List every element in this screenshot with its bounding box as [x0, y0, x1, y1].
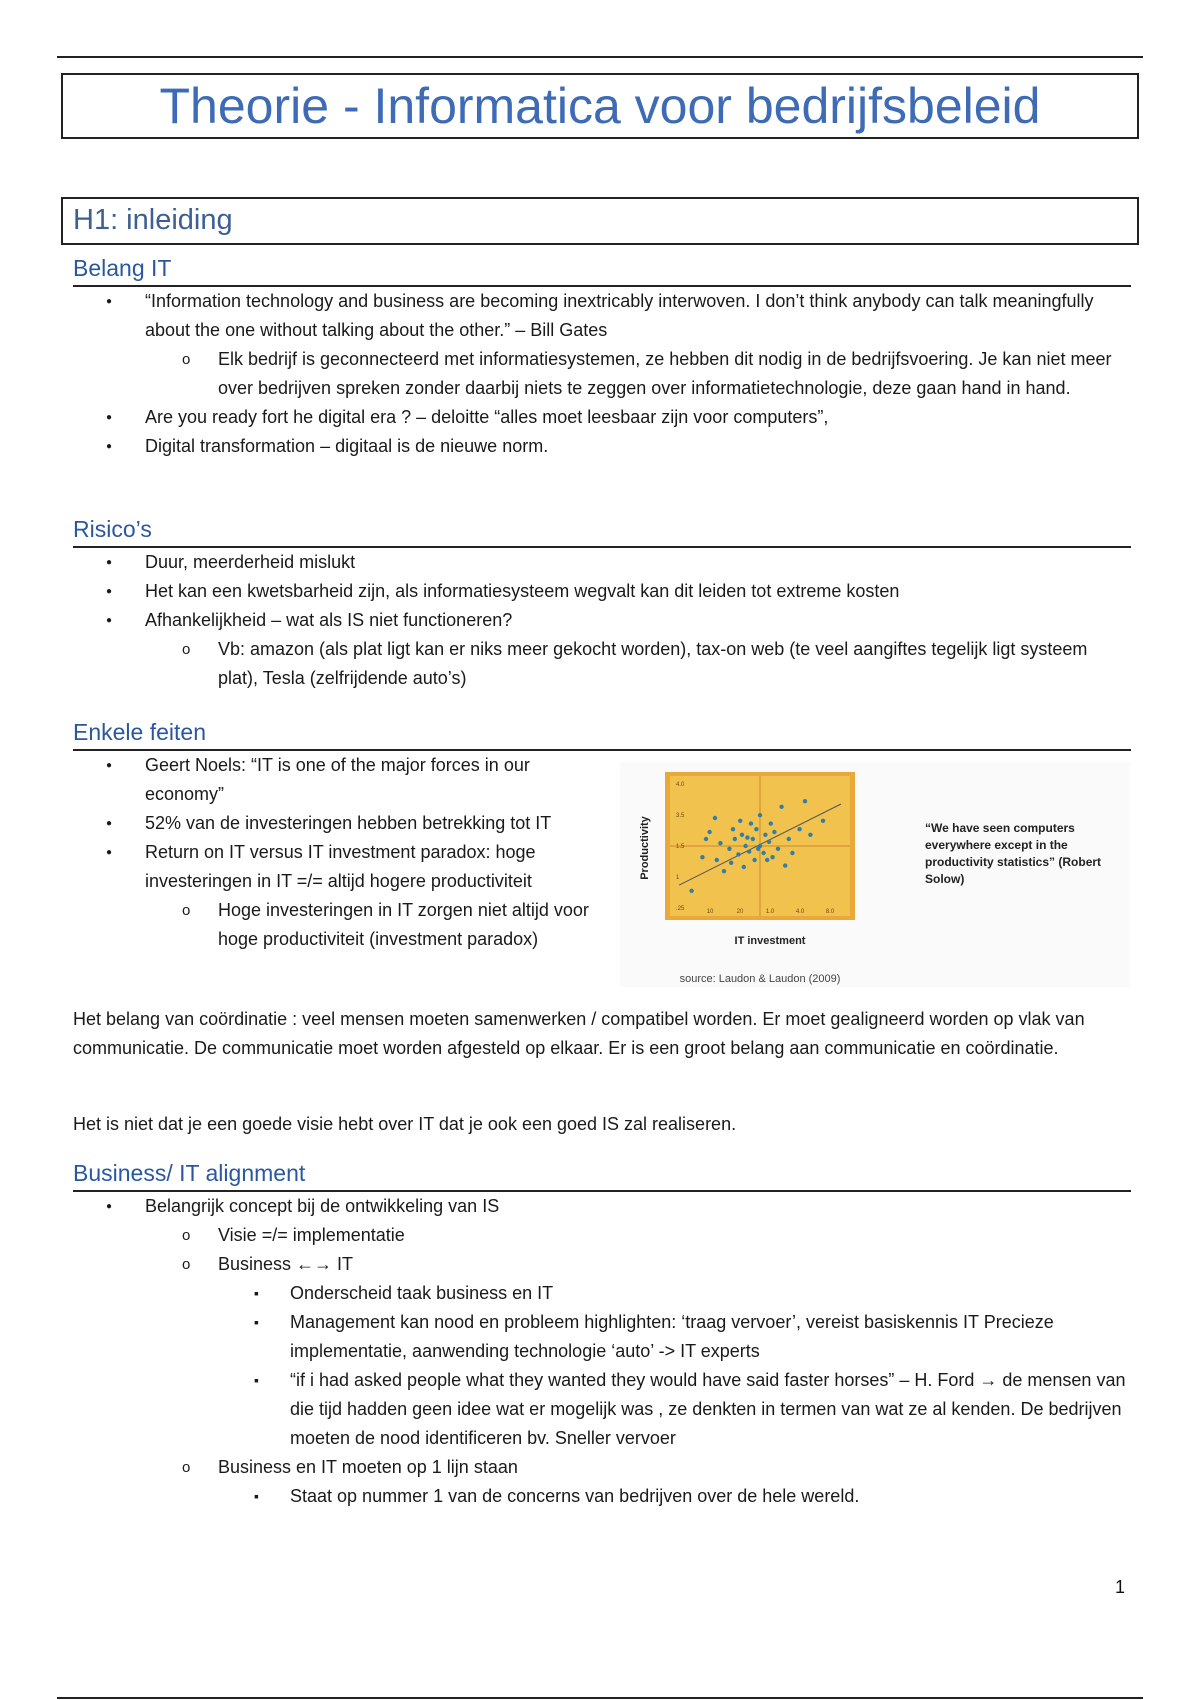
figure-source: source: Laudon & Laudon (2009)	[679, 973, 841, 985]
list-item: o Business ←→ IT	[73, 1250, 1131, 1279]
section-heading: Belang IT	[73, 253, 1131, 287]
section-heading: Risico’s	[73, 514, 1131, 548]
chapter-heading: H1: inleiding	[73, 204, 233, 236]
document-title: Theorie - Informatica voor bedrijfsbeleid	[159, 78, 1041, 134]
x-axis-label: IT investment	[734, 935, 806, 947]
list-item: o Elk bedrijf is geconnecteerd met informatiesystemen, ze hebben dit nodig in de bedrijfsvoering. Je kan niet meer over bedrijven spreken zonder daarbij niets te zeggen over informatietechnologie, deze gaan hand in hand.	[73, 345, 1131, 403]
data-point	[718, 841, 722, 845]
data-point	[776, 847, 780, 851]
data-point	[700, 855, 704, 859]
bullet-list	[73, 548, 1131, 693]
bullet-list	[73, 1192, 1131, 1511]
data-point	[689, 889, 693, 893]
paragraph-coordinatie: Het belang van coördinatie : veel mensen moeten samenwerken / compatibel worden. Er moet gealigneerd worden op vlak van communicatie. De communicatie moet worden afgesteld op elkaar. Er is een groot belang aan communicatie en coördinatie.	[73, 1009, 1085, 1058]
data-point	[736, 852, 740, 856]
y-tick-label: 1.5	[676, 844, 685, 850]
data-point	[803, 799, 807, 803]
chapter-heading-box	[61, 197, 1139, 245]
x-tick-label: 20	[736, 909, 744, 915]
y-tick-label: 3.5	[676, 813, 685, 819]
data-point	[758, 813, 762, 817]
solow-quote: “We have seen computers everywhere except in the productivity statistics” (Robert Solow)	[925, 821, 1102, 886]
list-item: ● “Information technology and business are becoming inextricably interwoven. I don’t think anybody can talk meaningfully about the one without talking about the other.” – Bill Gates	[73, 287, 1131, 345]
list-item: ● Return on IT versus IT investment paradox: hoge investeringen in IT =/= altijd hogere productiviteit	[73, 838, 613, 896]
data-point	[783, 863, 787, 867]
list-item: o Hoge investeringen in IT zorgen niet altijd voor hoge productiviteit (investment paradox)	[73, 896, 613, 954]
data-point	[749, 821, 753, 825]
data-point	[751, 837, 755, 841]
data-point	[821, 819, 825, 823]
data-point	[742, 865, 746, 869]
data-point	[772, 830, 776, 834]
list-item: ● Duur, meerderheid mislukt	[73, 548, 1131, 577]
data-point	[731, 827, 735, 831]
list-item: ▪ Staat op nummer 1 van de concerns van bedrijven over de hele wereld.	[73, 1482, 1131, 1511]
page-number: 1	[1115, 1577, 1126, 1597]
list-item: ● 52% van de investeringen hebben betrekking tot IT	[73, 809, 613, 838]
x-tick-label: 8.0	[825, 909, 835, 915]
x-tick-label: 1.0	[765, 909, 775, 915]
paragraph-visie: Het is niet dat je een goede visie hebt over IT dat je ook een goed IS zal realiseren.	[73, 1114, 737, 1134]
list-item: o Business en IT moeten op 1 lijn staan	[73, 1453, 1131, 1482]
data-point	[779, 805, 783, 809]
y-tick-label: 1	[676, 875, 680, 881]
data-point	[797, 827, 801, 831]
data-point	[743, 844, 747, 848]
data-point	[740, 833, 744, 837]
list-item: ● Digital transformation – digitaal is de nieuwe norm.	[73, 432, 1131, 461]
data-point	[770, 855, 774, 859]
data-point	[722, 869, 726, 873]
data-point	[790, 851, 794, 855]
data-point	[765, 858, 769, 862]
bullet-list	[73, 287, 1131, 461]
data-point	[761, 851, 765, 855]
top-rule	[57, 56, 1143, 58]
list-item: ● Het kan een kwetsbarheid zijn, als informatiesysteem wegvalt kan dit leiden tot extreme kosten	[73, 577, 1131, 606]
data-point	[704, 837, 708, 841]
y-axis-label: Productivity	[639, 816, 651, 880]
data-point	[787, 837, 791, 841]
data-point	[733, 837, 737, 841]
list-item: o Visie =/= implementatie	[73, 1221, 1131, 1250]
x-tick-label: 10	[706, 909, 714, 915]
data-point	[767, 840, 771, 844]
section-belang-it	[73, 253, 1131, 461]
data-point	[738, 819, 742, 823]
data-point	[747, 849, 751, 853]
list-item: ● Are you ready fort he digital era ? – deloitte “alles moet leesbaar zijn voor computers”,	[73, 403, 1131, 432]
document-title-box	[61, 73, 1139, 139]
list-item: ▪ “if i had asked people what they wanted they would have said faster horses” – H. Ford → de mensen van die tijd hadden geen idee wat er mogelijk was , ze denkten in termen van wat ze al kenden. De bedrijven moeten de nood identificeren bv. Sneller vervoer	[73, 1366, 1131, 1453]
data-point	[769, 821, 773, 825]
data-point	[729, 861, 733, 865]
y-tick-label: 4.0	[676, 782, 685, 788]
data-point	[763, 833, 767, 837]
list-item: ● Belangrijk concept bij de ontwikkeling van IS	[73, 1192, 1131, 1221]
bottom-rule	[57, 1697, 1143, 1699]
data-point	[752, 858, 756, 862]
productivity-paradox-figure	[620, 762, 1130, 987]
list-item: ▪ Management kan nood en probleem highlighten: ‘traag vervoer’, vereist basiskennis IT Precieze implementatie, aanwending technologie ‘auto’ -> IT experts	[73, 1308, 1131, 1366]
data-point	[745, 835, 749, 839]
section-heading: Enkele feiten	[73, 717, 1131, 751]
data-point	[754, 827, 758, 831]
list-item: o Vb: amazon (als plat ligt kan er niks meer gekocht worden), tax-on web (te veel aangiftes tegelijk ligt systeem plat), Tesla (zelfrijdende auto’s)	[73, 635, 1131, 693]
y-tick-label: .25	[676, 906, 685, 912]
data-point	[707, 830, 711, 834]
section-risicos	[73, 514, 1131, 693]
section-business-it-alignment	[73, 1158, 1131, 1511]
data-point	[713, 816, 717, 820]
data-point	[715, 858, 719, 862]
list-item: ▪ Onderscheid taak business en IT	[73, 1279, 1131, 1308]
x-tick-label: 4.0	[795, 909, 805, 915]
section-heading: Business/ IT alignment	[73, 1158, 1131, 1192]
list-item: ● Geert Noels: “IT is one of the major forces in our economy”	[73, 751, 613, 809]
bullet-list	[73, 751, 613, 954]
data-point	[727, 847, 731, 851]
list-item: ● Afhankelijkheid – wat als IS niet functioneren?	[73, 606, 1131, 635]
data-point	[756, 847, 760, 851]
data-point	[808, 833, 812, 837]
